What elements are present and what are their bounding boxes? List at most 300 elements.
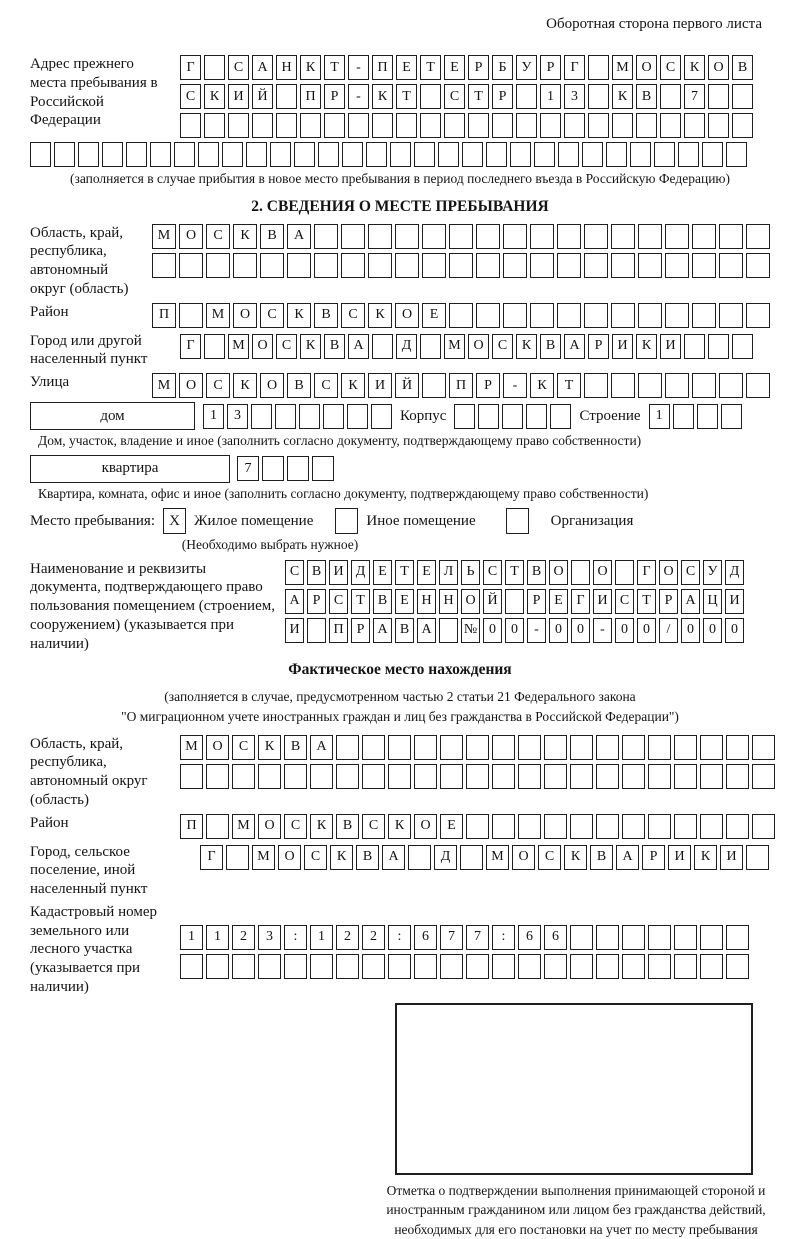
char-cell: Т [637, 589, 656, 614]
char-cell [228, 113, 249, 138]
char-cell [588, 84, 609, 109]
char-cell [362, 735, 385, 760]
char-cell [150, 142, 171, 167]
char-cell: С [492, 334, 513, 359]
char-cell: В [373, 589, 392, 614]
char-cell: Й [395, 373, 419, 398]
char-cell [276, 84, 297, 109]
char-cell [503, 224, 527, 249]
char-cell [368, 253, 392, 278]
char-cell [674, 954, 697, 979]
actual-location-note-line1: (заполняется в случае, предусмотренном частью 2 статьи 21 Федерального закона [164, 689, 636, 705]
char-cell [204, 334, 225, 359]
char-cell: М [444, 334, 465, 359]
char-cell: Т [420, 55, 441, 80]
char-cell [582, 142, 603, 167]
char-cell [684, 113, 705, 138]
char-cell [726, 142, 747, 167]
char-cell [362, 954, 385, 979]
char-cell [179, 303, 203, 328]
char-cell [654, 142, 675, 167]
char-cell: 0 [703, 618, 722, 643]
char-cell [422, 373, 446, 398]
char-cell [204, 113, 225, 138]
fact-region-label: Область, край, республика, автономный округ (область) [30, 735, 148, 808]
char-cell [78, 142, 99, 167]
char-cell: Р [351, 618, 370, 643]
char-cell [505, 589, 524, 614]
apartment-row [30, 455, 770, 483]
char-cell: У [516, 55, 537, 80]
char-cell [462, 142, 483, 167]
char-cell [503, 253, 527, 278]
city-label: Город или другой населенный пункт [30, 332, 148, 368]
char-cell [179, 253, 203, 278]
char-cell: Г [180, 334, 201, 359]
char-cell [673, 404, 694, 429]
char-cell: И [660, 334, 681, 359]
char-cell: М [612, 55, 633, 80]
char-cell: О [549, 560, 568, 585]
house-box: дом [30, 402, 195, 430]
char-cell: Т [324, 55, 345, 80]
char-cell [466, 814, 489, 839]
char-cell [530, 224, 554, 249]
char-cell [438, 142, 459, 167]
korpus-label: Корпус [400, 407, 447, 424]
char-cell [454, 404, 475, 429]
char-cell: 1 [310, 925, 333, 950]
region-row-1 [152, 224, 770, 249]
char-cell: В [527, 560, 546, 585]
residential-checkbox: X [163, 508, 186, 534]
char-cell [414, 954, 437, 979]
char-cell: 0 [505, 618, 524, 643]
char-cell [276, 113, 297, 138]
char-cell: В [287, 373, 311, 398]
char-cell: В [395, 618, 414, 643]
char-cell [700, 954, 723, 979]
char-cell [251, 404, 272, 429]
char-cell [439, 618, 458, 643]
char-cell: С [329, 589, 348, 614]
char-cell [180, 954, 203, 979]
char-cell [746, 373, 770, 398]
apartment-note: Квартира, комната, офис и иное (заполнить согласно документу, подтверждающему право собственности) [38, 485, 649, 501]
char-cell: К [233, 224, 257, 249]
char-cell [752, 735, 775, 760]
char-cell: А [310, 735, 333, 760]
section2-title: 2. СВЕДЕНИЯ О МЕСТЕ ПРЕБЫВАНИЯ [251, 197, 549, 215]
char-cell: К [684, 55, 705, 80]
char-cell: А [373, 618, 392, 643]
char-cell [530, 303, 554, 328]
char-cell [440, 954, 463, 979]
char-cell: К [258, 735, 281, 760]
char-cell: 0 [725, 618, 744, 643]
fact-region-row-2 [180, 764, 775, 789]
char-cell [310, 764, 333, 789]
char-cell [721, 404, 742, 429]
char-cell [222, 142, 243, 167]
char-cell: В [590, 845, 613, 870]
char-cell: : [284, 925, 307, 950]
char-cell [732, 334, 753, 359]
cadastral-row-2 [180, 954, 749, 979]
actual-location-title: Фактическое место нахождения [288, 661, 512, 679]
char-cell: : [492, 925, 515, 950]
char-cell: 7 [466, 925, 489, 950]
char-cell: 7 [237, 456, 259, 481]
char-cell [466, 954, 489, 979]
char-cell [395, 224, 419, 249]
char-cell [314, 253, 338, 278]
char-cell: А [287, 224, 311, 249]
char-cell: О [636, 55, 657, 80]
street-field [30, 373, 770, 398]
char-cell [719, 303, 743, 328]
char-cell [611, 373, 635, 398]
char-cell [366, 142, 387, 167]
char-cell: С [260, 303, 284, 328]
char-cell: И [612, 334, 633, 359]
char-cell [692, 253, 716, 278]
street-label: Улица [30, 374, 70, 391]
char-cell [206, 814, 229, 839]
district-label: Район [30, 303, 69, 320]
char-cell: Е [417, 560, 436, 585]
char-cell [544, 814, 567, 839]
char-cell: А [382, 845, 405, 870]
char-cell [726, 925, 749, 950]
char-cell: 2 [336, 925, 359, 950]
char-cell: : [388, 925, 411, 950]
char-cell [708, 113, 729, 138]
char-cell [550, 404, 571, 429]
char-cell: О [258, 814, 281, 839]
region-label: Область, край, республика, автономный округ (область) [30, 224, 129, 297]
char-cell [648, 925, 671, 950]
char-cell [584, 303, 608, 328]
char-cell [492, 764, 515, 789]
char-cell [518, 735, 541, 760]
stroenie-label: Строение [579, 407, 641, 424]
char-cell [284, 764, 307, 789]
char-cell [692, 224, 716, 249]
char-cell: 7 [440, 925, 463, 950]
char-cell: О [278, 845, 301, 870]
char-cell: Ь [461, 560, 480, 585]
char-cell: А [417, 618, 436, 643]
char-cell [622, 814, 645, 839]
char-cell: И [228, 84, 249, 109]
confirmation-caption: Отметка о подтверждении выполнения принимающей стороной и иностранным гражданином или лицом без гражданства действий, необходимых для его постановки на учет по месту пребывания [386, 1182, 766, 1237]
char-cell: Г [180, 55, 201, 80]
char-cell [180, 764, 203, 789]
fact-region-field [30, 735, 770, 810]
char-cell [732, 84, 753, 109]
char-cell: Р [492, 84, 513, 109]
char-cell [570, 814, 593, 839]
char-cell [674, 925, 697, 950]
house-row [30, 402, 770, 430]
char-cell: Ц [703, 589, 722, 614]
document-label: Наименование и реквизиты документа, подтверждающего право пользования помещением (строением, сооружением) (указывается при наличии) [30, 560, 275, 652]
char-cell [674, 764, 697, 789]
char-cell [371, 404, 392, 429]
char-cell: Е [422, 303, 446, 328]
apartment-cells [237, 456, 334, 481]
char-cell [622, 735, 645, 760]
char-cell [518, 764, 541, 789]
char-cell [420, 113, 441, 138]
stroenie-cells [649, 404, 742, 429]
char-cell: К [694, 845, 717, 870]
char-cell: С [206, 373, 230, 398]
char-cell: К [564, 845, 587, 870]
cadastral-row-1 [180, 925, 749, 950]
char-cell [638, 253, 662, 278]
char-cell [726, 764, 749, 789]
char-cell: К [310, 814, 333, 839]
char-cell [492, 113, 513, 138]
residential-label: Жилое помещение [194, 512, 314, 529]
char-cell [466, 735, 489, 760]
char-cell [534, 142, 555, 167]
char-cell: С [304, 845, 327, 870]
char-cell [492, 735, 515, 760]
char-cell [746, 303, 770, 328]
char-cell [299, 404, 320, 429]
char-cell [746, 845, 769, 870]
char-cell [287, 253, 311, 278]
other-premises-label: Иное помещение [366, 512, 476, 529]
char-cell: Р [540, 55, 561, 80]
char-cell [588, 113, 609, 138]
char-cell [596, 814, 619, 839]
char-cell: М [232, 814, 255, 839]
char-cell: П [152, 303, 176, 328]
char-cell [408, 845, 431, 870]
actual-location-note [30, 687, 770, 726]
char-cell: Т [395, 560, 414, 585]
char-cell: К [300, 55, 321, 80]
char-cell [732, 113, 753, 138]
char-cell: Д [434, 845, 457, 870]
char-cell [206, 764, 229, 789]
char-cell: 6 [414, 925, 437, 950]
char-cell [388, 764, 411, 789]
char-cell [708, 84, 729, 109]
char-cell [544, 764, 567, 789]
char-cell [660, 113, 681, 138]
char-cell: К [233, 373, 257, 398]
char-cell: Р [659, 589, 678, 614]
apartment-box: квартира [30, 455, 230, 483]
cadastral-field [30, 903, 770, 997]
char-cell: Г [564, 55, 585, 80]
char-cell [611, 253, 635, 278]
char-cell [260, 253, 284, 278]
prev-address-row-1 [180, 55, 753, 80]
char-cell [102, 142, 123, 167]
char-cell [665, 253, 689, 278]
char-cell [692, 303, 716, 328]
char-cell: О [659, 560, 678, 585]
char-cell: Р [588, 334, 609, 359]
char-cell [323, 404, 344, 429]
char-cell [518, 814, 541, 839]
char-cell: П [449, 373, 473, 398]
char-cell [336, 735, 359, 760]
char-cell [630, 142, 651, 167]
char-cell: С [444, 84, 465, 109]
char-cell: П [180, 814, 203, 839]
char-cell [700, 764, 723, 789]
char-cell: Т [396, 84, 417, 109]
char-cell: 1 [649, 404, 670, 429]
prev-address-row-2 [180, 84, 753, 109]
char-cell: Д [396, 334, 417, 359]
char-cell [232, 764, 255, 789]
char-cell [476, 303, 500, 328]
char-cell: Е [440, 814, 463, 839]
char-cell: 1 [540, 84, 561, 109]
char-cell [478, 404, 499, 429]
char-cell [719, 224, 743, 249]
char-cell: Р [527, 589, 546, 614]
house-cells [203, 404, 392, 429]
char-cell [390, 142, 411, 167]
char-cell: Р [324, 84, 345, 109]
organization-label: Организация [550, 512, 634, 529]
char-cell [204, 55, 225, 80]
char-cell [638, 224, 662, 249]
char-cell: В [336, 814, 359, 839]
char-cell: 0 [615, 618, 634, 643]
char-cell: С [276, 334, 297, 359]
char-cell: М [152, 224, 176, 249]
char-cell [502, 404, 523, 429]
char-cell [678, 142, 699, 167]
char-cell: В [732, 55, 753, 80]
city-row [180, 334, 753, 359]
char-cell: Е [396, 55, 417, 80]
char-cell: И [720, 845, 743, 870]
char-cell [294, 142, 315, 167]
char-cell [152, 253, 176, 278]
char-cell [700, 814, 723, 839]
char-cell [596, 954, 619, 979]
char-cell: 0 [637, 618, 656, 643]
char-cell: К [612, 84, 633, 109]
char-cell: Е [444, 55, 465, 80]
char-cell [622, 954, 645, 979]
char-cell: К [368, 303, 392, 328]
char-cell: Л [439, 560, 458, 585]
char-cell [648, 735, 671, 760]
char-cell [648, 954, 671, 979]
char-cell [198, 142, 219, 167]
char-cell: Е [549, 589, 568, 614]
document-row-1 [285, 560, 744, 585]
char-cell [468, 113, 489, 138]
char-cell: О [260, 373, 284, 398]
char-cell [611, 224, 635, 249]
fact-city-row [200, 845, 769, 870]
char-cell [388, 735, 411, 760]
char-cell [606, 142, 627, 167]
char-cell [510, 142, 531, 167]
char-cell [314, 224, 338, 249]
char-cell [284, 954, 307, 979]
char-cell: О [395, 303, 419, 328]
char-cell: 0 [571, 618, 590, 643]
char-cell: 6 [544, 925, 567, 950]
char-cell [246, 142, 267, 167]
prev-address-label: Адрес прежнего места пребывания в Российской Федерации [30, 56, 158, 129]
fact-city-label: Город, сельское поселение, иной населенный пункт [30, 843, 148, 898]
char-cell [476, 224, 500, 249]
char-cell: С [681, 560, 700, 585]
char-cell [596, 925, 619, 950]
char-cell: В [324, 334, 345, 359]
organization-checkbox [506, 508, 529, 534]
char-cell [648, 814, 671, 839]
char-cell: Т [557, 373, 581, 398]
char-cell: В [540, 334, 561, 359]
char-cell [449, 224, 473, 249]
char-cell [584, 253, 608, 278]
char-cell: С [341, 303, 365, 328]
char-cell [232, 954, 255, 979]
char-cell [324, 113, 345, 138]
char-cell: 3 [564, 84, 585, 109]
char-cell: № [461, 618, 480, 643]
char-cell: К [330, 845, 353, 870]
char-cell [414, 735, 437, 760]
fact-region-row-1 [180, 735, 775, 760]
prev-address-note: (заполняется в случае прибытия в новое место пребывания в период последнего въезда в Российскую Федерацию) [69, 171, 731, 186]
char-cell [287, 456, 309, 481]
char-cell [422, 253, 446, 278]
char-cell [492, 814, 515, 839]
district-field [30, 303, 770, 328]
char-cell [697, 404, 718, 429]
char-cell: С [314, 373, 338, 398]
char-cell: М [152, 373, 176, 398]
char-cell [571, 560, 590, 585]
prev-address-row-4 [30, 142, 770, 167]
char-cell: О [233, 303, 257, 328]
char-cell [206, 253, 230, 278]
page-side-note: Оборотная сторона первого листа [546, 16, 762, 32]
char-cell [570, 764, 593, 789]
char-cell: О [206, 735, 229, 760]
city-field [30, 332, 770, 370]
char-cell [476, 253, 500, 278]
char-cell: У [703, 560, 722, 585]
char-cell: К [388, 814, 411, 839]
char-cell: В [356, 845, 379, 870]
document-row-2 [285, 589, 744, 614]
char-cell: И [725, 589, 744, 614]
char-cell: П [329, 618, 348, 643]
char-cell [440, 764, 463, 789]
other-premises-checkbox [335, 508, 358, 534]
char-cell: Й [483, 589, 502, 614]
char-cell: О [252, 334, 273, 359]
